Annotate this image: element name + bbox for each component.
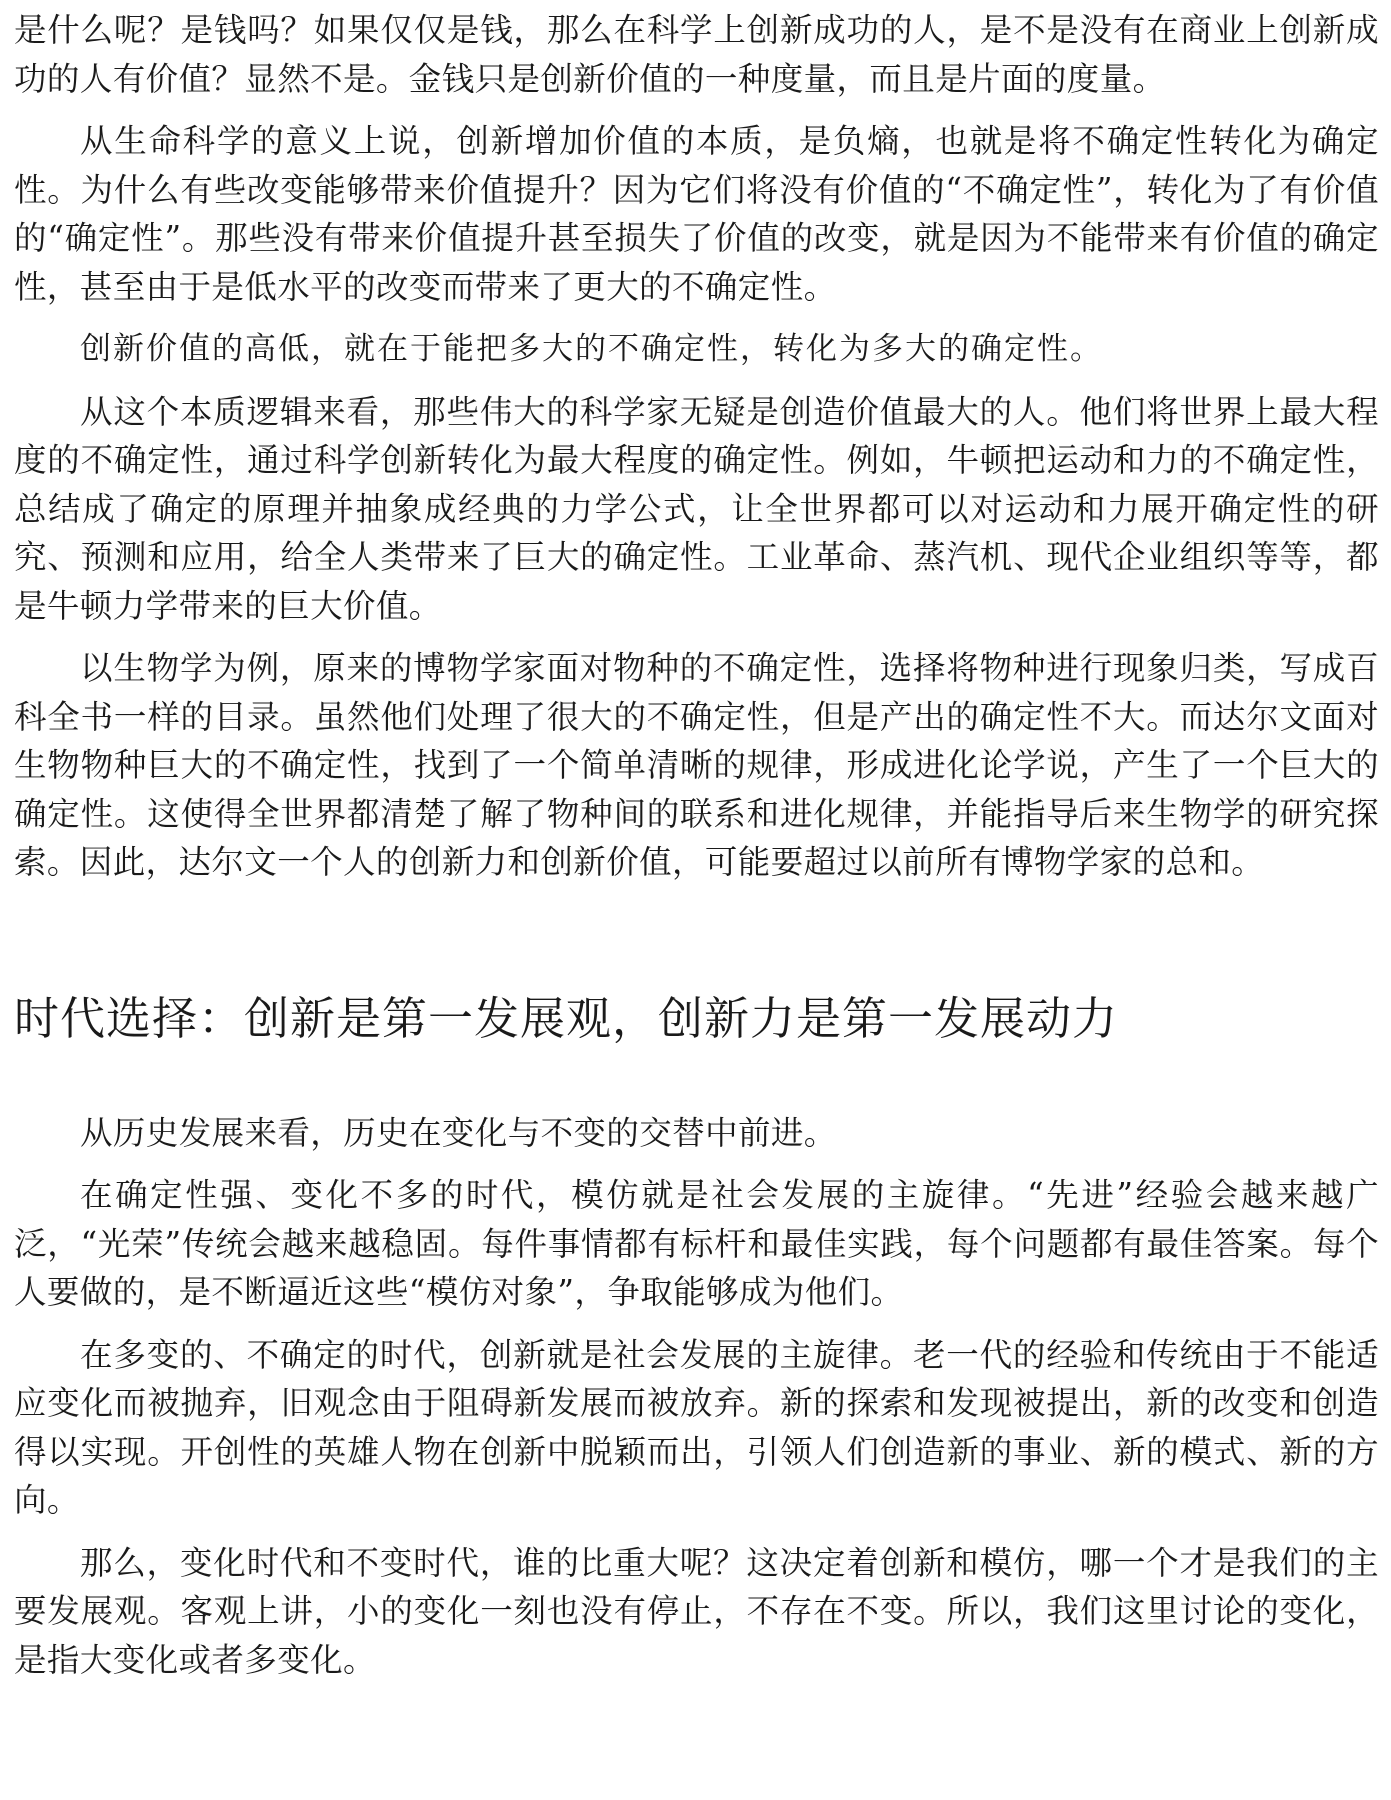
paragraph-imitation-era: 在确定性强、变化不多的时代，模仿就是社会发展的主旋律。“先进”经验会越来越广泛，“光荣”传统会越来越稳固。每件事情都有标杆和最佳实践，每个问题都有最佳答案。每个人要做的，是不断逼近这些“模仿对象”，争取能够成为他们。: [14, 1176, 1379, 1311]
paragraph-intro-question: 是什么呢？是钱吗？如果仅仅是钱，那么在科学上创新成功的人，是不是没有在商业上创新成功的人有价值？显然不是。金钱只是创新价值的一种度量，而且是片面的度量。: [14, 11, 1379, 98]
paragraph-newton: 从这个本质逻辑来看，那些伟大的科学家无疑是创造价值最大的人。他们将世界上最大程度的不确定性，通过科学创新转化为最大程度的确定性。例如，牛顿把运动和力的不确定性，总结成了确定的原理并抽象成经典的力学公式，让全世界都可以对运动和力展开确定性的研究、预测和应用，给全人类带来了巨大的确定性。工业革命、蒸汽机、现代企业组织等等，都是牛顿力学带来的巨大价值。: [14, 392, 1379, 625]
section-heading: 时代选择：创新是第一发展观，创新力是第一发展动力: [14, 991, 1119, 1045]
document-page: [14, 6, 1379, 1684]
paragraph-innovation-era: 在多变的、不确定的时代，创新就是社会发展的主旋律。老一代的经验和传统由于不能适应变化而被抛弃，旧观念由于阻碍新发展而被放弃。新的探索和发现被提出，新的改变和创造得以实现。开创性的英雄人物在创新中脱颖而出，引领人们创造新的事业、新的模式、新的方向。: [14, 1335, 1379, 1519]
paragraph-history: 从历史发展来看，历史在变化与不变的交替中前进。: [80, 1113, 837, 1152]
paragraph-darwin: 以生物学为例，原来的博物学家面对物种的不确定性，选择将物种进行现象归类，写成百科全书一样的目录。虽然他们处理了很大的不确定性，但是产出的确定性不大。而达尔文面对生物物种巨大的不确定性，找到了一个简单清晰的规律，形成进化论学说，产生了一个巨大的确定性。这使得全世界都清楚了解了物种间的联系和进化规律，并能指导后来生物学的研究探索。因此，达尔文一个人的创新力和创新价值，可能要超过以前所有博物学家的总和。: [14, 649, 1379, 881]
paragraph-key-statement: 创新价值的高低，就在于能把多大的不确定性，转化为多大的确定性。: [80, 331, 1103, 367]
paragraph-change-weight: 那么，变化时代和不变时代，谁的比重大呢？这决定着创新和模仿，哪一个才是我们的主要发展观。客观上讲，小的变化一刻也没有停止，不存在不变。所以，我们这里讨论的变化，是指大变化或者多变化。: [14, 1543, 1379, 1679]
paragraph-negentropy: 从生命科学的意义上说，创新增加价值的本质，是负熵，也就是将不确定性转化为确定性。为什么有些改变能够带来价值提升？因为它们将没有价值的“不确定性”，转化为了有价值的“确定性”。那些没有带来价值提升甚至损失了价值的改变，就是因为不能带来有价值的确定性，甚至由于是低水平的改变而带来了更大的不确定性。: [14, 122, 1379, 306]
